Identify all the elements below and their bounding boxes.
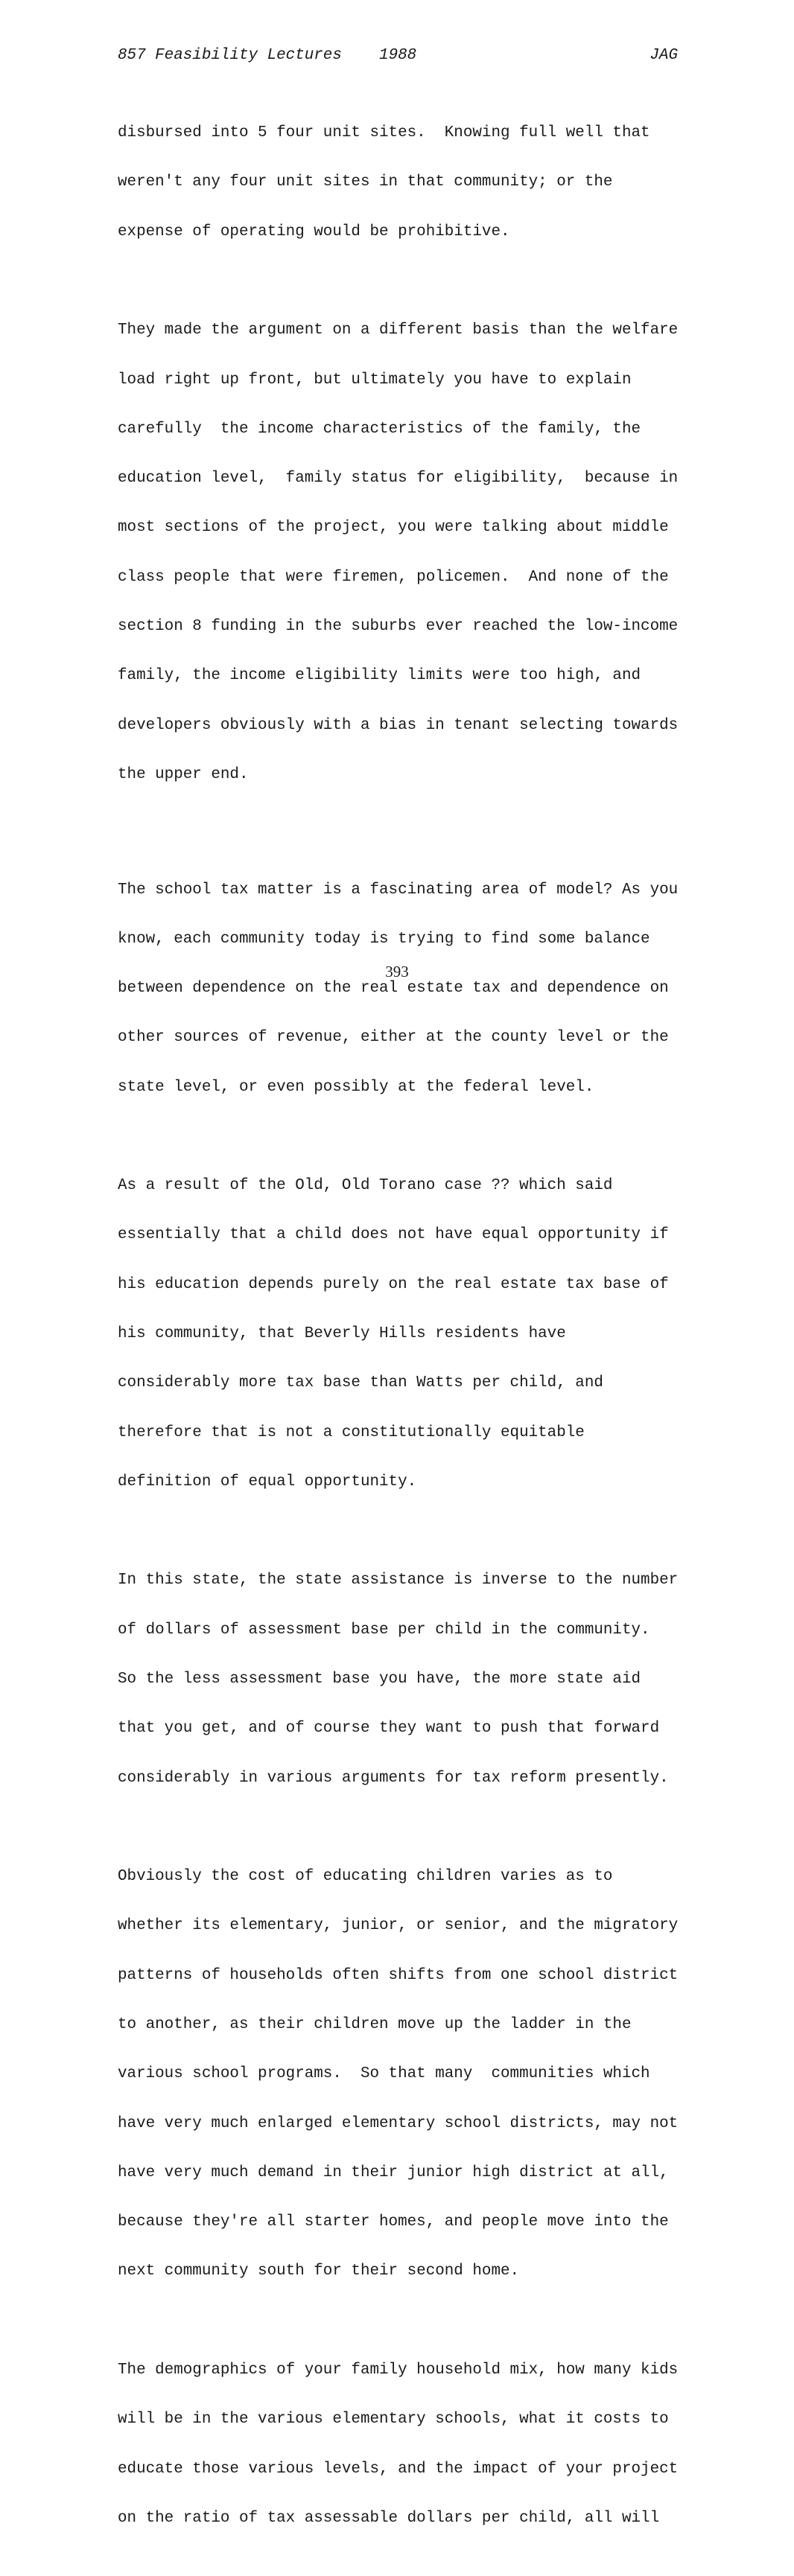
text-line: essentially that a child does not have equal opportunity if <box>118 1226 669 1244</box>
text-line: have very much demand in their junior high district at all, <box>118 2164 669 2181</box>
text-line: on the ratio of tax assessable dollars per child, all will <box>118 2509 660 2527</box>
text-line: of dollars of assessment base per child in the community. <box>118 1621 650 1639</box>
text-line: state level, or even possibly at the federal level. <box>118 1078 594 1096</box>
text-line: family, the income eligibility limits were too high, and <box>118 667 641 685</box>
page-header <box>118 46 678 66</box>
header-initials: JAG <box>650 47 678 64</box>
paragraph-6 <box>118 1836 684 2313</box>
body-text <box>118 92 684 2576</box>
text-line: have very much enlarged elementary school districts, may not <box>118 2114 679 2132</box>
text-line: other sources of revenue, either at the county level or the <box>118 1029 669 1047</box>
text-line: patterns of households often shifts from one school district <box>118 1966 679 1984</box>
text-line: carefully the income characteristics of the family, the <box>118 420 641 438</box>
text-line: his community, that Beverly Hills residents have <box>118 1325 566 1343</box>
text-line: education level, family status for eligibility, because in <box>118 470 679 488</box>
text-line: next community south for their second home. <box>118 2263 520 2280</box>
paragraph-7 <box>118 2330 684 2560</box>
text-line: between dependence on the real estate tax and dependence on <box>118 980 669 998</box>
page-footer <box>0 962 794 981</box>
text-line: weren't any four unit sites in that community; or the <box>118 173 613 191</box>
text-line: to another, as their children move up the ladder in the <box>118 2015 632 2033</box>
text-line: Obviously the cost of educating children varies as to <box>118 1868 613 1886</box>
text-line: As a result of the Old, Old Torano case ?? which said <box>118 1177 613 1195</box>
text-line: The demographics of your family household mix, how many kids <box>118 2361 679 2379</box>
text-line: So the less assessment base you have, the more state aid <box>118 1671 641 1688</box>
text-line: In this state, the state assistance is inverse to the number <box>118 1572 679 1590</box>
text-line: therefore that is not a constitutionally equitable <box>118 1424 585 1441</box>
text-line: most sections of the project, you were talking about middle <box>118 519 669 537</box>
paragraph-1 <box>118 92 684 273</box>
header-title: 857 Feasibility Lectures <box>118 47 342 64</box>
text-line: They made the argument on a different basis than the welfare <box>118 322 679 339</box>
text-line: whether its elementary, junior, or senior, and the migratory <box>118 1917 679 1935</box>
text-line: his education depends purely on the real estate tax base of <box>118 1275 669 1293</box>
paragraph-5 <box>118 1540 684 1820</box>
text-line: that you get, and of course they want to push that forward <box>118 1720 660 1738</box>
text-line: know, each community today is trying to find some balance <box>118 930 650 948</box>
text-line: disbursed into 5 four unit sites. Knowing full well that <box>118 124 650 142</box>
text-line: expense of operating would be prohibitive. <box>118 223 510 240</box>
text-line: will be in the various elementary schools, what it costs to <box>118 2411 669 2429</box>
text-line: The school tax matter is a fascinating area of model? As you <box>118 881 679 899</box>
text-line: educate those various levels, and the impact of your project <box>118 2460 679 2478</box>
text-line: considerably in various arguments for tax reform presently. <box>118 1769 669 1787</box>
text-line: various school programs. So that many communities which <box>118 2065 650 2083</box>
paragraph-2 <box>118 290 684 816</box>
text-line: load right up front, but ultimately you have to explain <box>118 371 632 389</box>
text-line: class people that were firemen, policemen. And none of the <box>118 568 669 586</box>
header-left <box>118 46 416 66</box>
text-line: because they're all starter homes, and people move into the <box>118 2213 669 2231</box>
text-line: developers obviously with a bias in tenant selecting towards <box>118 716 679 734</box>
text-line: definition of equal opportunity. <box>118 1473 417 1491</box>
header-year: 1988 <box>379 47 417 64</box>
paragraph-4 <box>118 1145 684 1523</box>
text-line: the upper end. <box>118 765 249 783</box>
text-line: considerably more tax base than Watts per child, and <box>118 1374 603 1392</box>
page-number: 393 <box>385 963 409 981</box>
paragraph-3 <box>118 849 684 1129</box>
text-line: section 8 funding in the suburbs ever reached the low-income <box>118 618 679 635</box>
